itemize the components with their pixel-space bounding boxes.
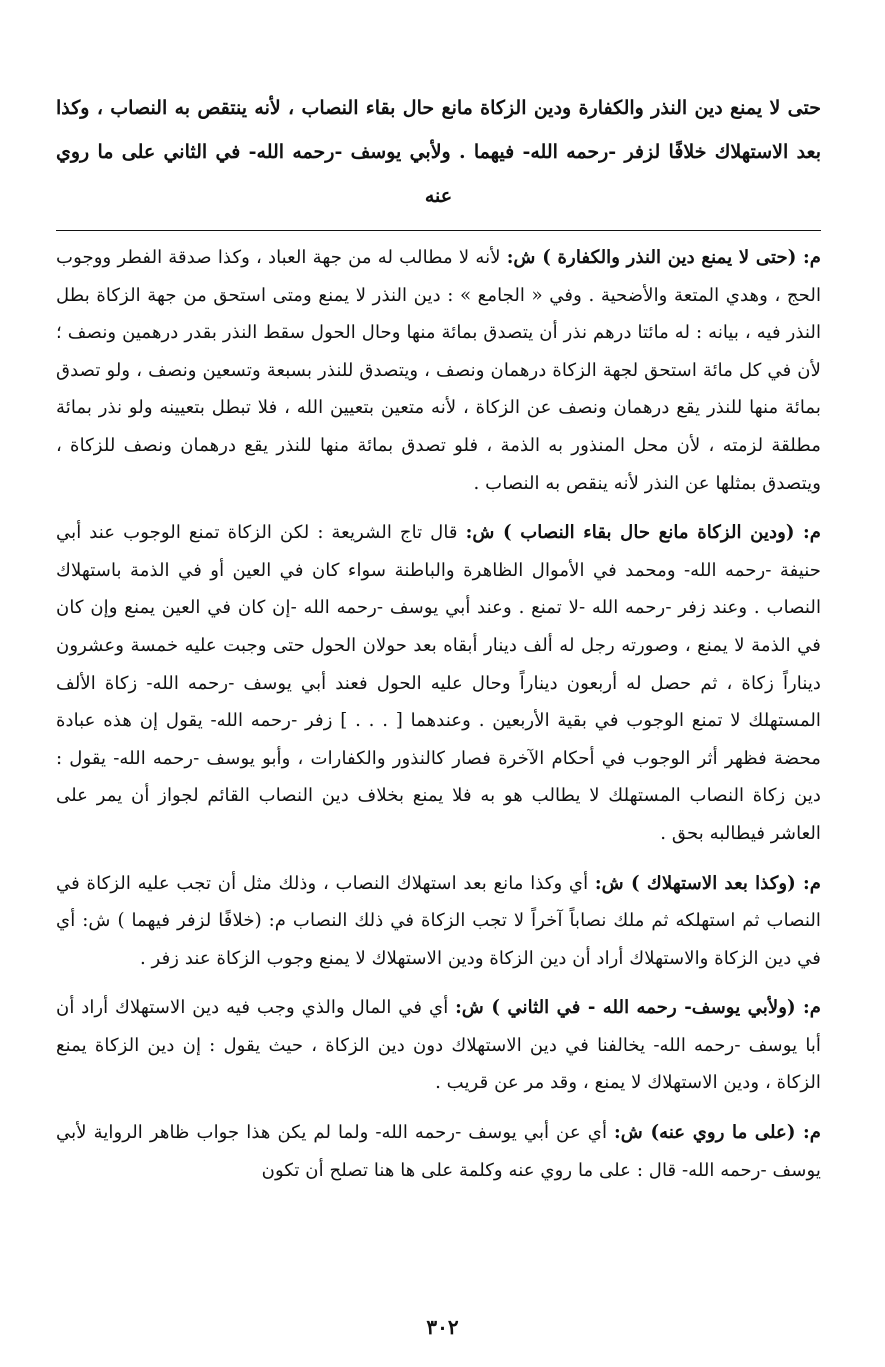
matn-text: حتى لا يمنع دين النذر والكفارة ودين الزكاة مانع حال بقاء النصاب ، لأنه ينتقص به النصاب ، وكذا بعد الاستهلاك خلافًا لزفر -رحمه الله- فيهما . ولأبي يوسف -رحمه الله- في الثاني على ما روي عنه	[56, 97, 821, 207]
paragraph-lead: م: (وكذا بعد الاستهلاك ) ش:	[594, 872, 821, 894]
paragraph-lead: م: (حتى لا يمنع دين النذر والكفارة ) ش:	[506, 247, 821, 268]
commentary-paragraph	[56, 239, 821, 502]
page-content	[56, 86, 821, 1201]
paragraph-body: قال تاج الشريعة : لكن الزكاة تمنع الوجوب عند أبي حنيفة -رحمه الله- ومحمد في الأموال الظاهرة والباطنة سواء كان في العين أو في الذمة باستهلاك النصاب . وعند زفر -رحمه الله -لا تمنع . وعند أبي يوسف -رحمه الله -إن كان في العين يمنع وإن كان في الذمة لا يمنع ، وصورته رجل له ألف دينار أبقاه بعد حولان الحول حتى وجبت عليه خمسة وعشرون ديناراً زكاة ، ثم حصل له أربعون ديناراً وحال عليه الحول فعند أبي يوسف -رحمه الله- زكاة الألف المستهلك لا تمنع الوجوب في بقية الأربعين . وعندهما [ . . . ] زفر -رحمه الله- يقول إن هذه عبادة محضة فظهر أثر الوجوب في أحكام الآخرة فصار كالنذور والكفارات ، وأبو يوسف -رحمه الله- يقول : دين زكاة النصاب المستهلك لا يطالب هو به فلا يمنع بخلاف دين النصاب القائم لجواز أن يمر على العاشر فيطالبه بحق .	[56, 522, 821, 844]
paragraph-body: أي وكذا مانع بعد استهلاك النصاب ، وذلك مثل أن تجب عليه الزكاة في النصاب ثم استهلكه ثم ملك نصاباً آخراً لا تجب الزكاة في ذلك النصاب م: (خلافًا لزفر فيهما ) ش: أي في دين الزكاة والاستهلاك أراد أن دين الزكاة ودين الاستهلاك لا يمنع وجوب الزكاة عند زفر .	[56, 872, 821, 969]
paragraph-lead: م: (على ما روي عنه) ش:	[614, 1122, 821, 1144]
paragraph-lead: م: (ولأبي يوسف- رحمه الله - في الثاني ) ش:	[455, 997, 821, 1019]
commentary-paragraph	[56, 989, 821, 1102]
paragraph-body: أي في المال والذي وجب فيه دين الاستهلاك أراد أن أبا يوسف -رحمه الله- يخالفنا في دين الاستهلاك دون دين الزكاة ، حيث يقول : إن دين الزكاة يمنع الزكاة ، ودين الاستهلاك لا يمنع ، وقد مر عن قريب .	[56, 997, 821, 1094]
paragraph-lead: م: (ودين الزكاة مانع حال بقاء النصاب ) ش:	[465, 522, 821, 544]
commentary-paragraph	[56, 865, 821, 978]
commentary	[56, 239, 821, 1189]
page-number: ٣٠٢	[426, 1315, 459, 1339]
paragraph-body: أي عن أبي يوسف -رحمه الله- ولما لم يكن هذا جواب ظاهر الرواية لأبي يوسف -رحمه الله- قال : على ما روي عنه وكلمة على ها هنا تصلح أن تكون	[56, 1122, 821, 1181]
commentary-paragraph	[56, 514, 821, 852]
divider-line	[56, 230, 821, 231]
paragraph-body: لأنه لا مطالب له من جهة العباد ، وكذا صدقة الفطر ووجوب الحج ، وهدي المتعة والأضحية . وفي « الجامع » : دين النذر لا يمنع ومتى استحق من جهة الزكاة بطل النذر فيه ، بيانه : له مائتا درهم نذر أن يتصدق بمائة منها وحال الحول سقط النذر بقدر درهمين ونصف ؛ لأن في كل مائة استحق لجهة الزكاة درهمان ونصف ، ويتصدق للنذر بسبعة وتسعين ونصف ، ولو تصدق بمائة منها للنذر يقع درهمان ونصف عن الزكاة ، لأنه متعين بتعيين الله ، فلا تبطل بتعيينه ولو نذر بمائة مطلقة لزمته ، لأن محل المنذور به الذمة ، فلو تصدق بمائة منها للنذر يقع درهمان ونصف للزكاة ، ويتصدق بمثلها عن النذر لأنه ينقص به النصاب .	[56, 247, 821, 494]
commentary-paragraph	[56, 1114, 821, 1189]
